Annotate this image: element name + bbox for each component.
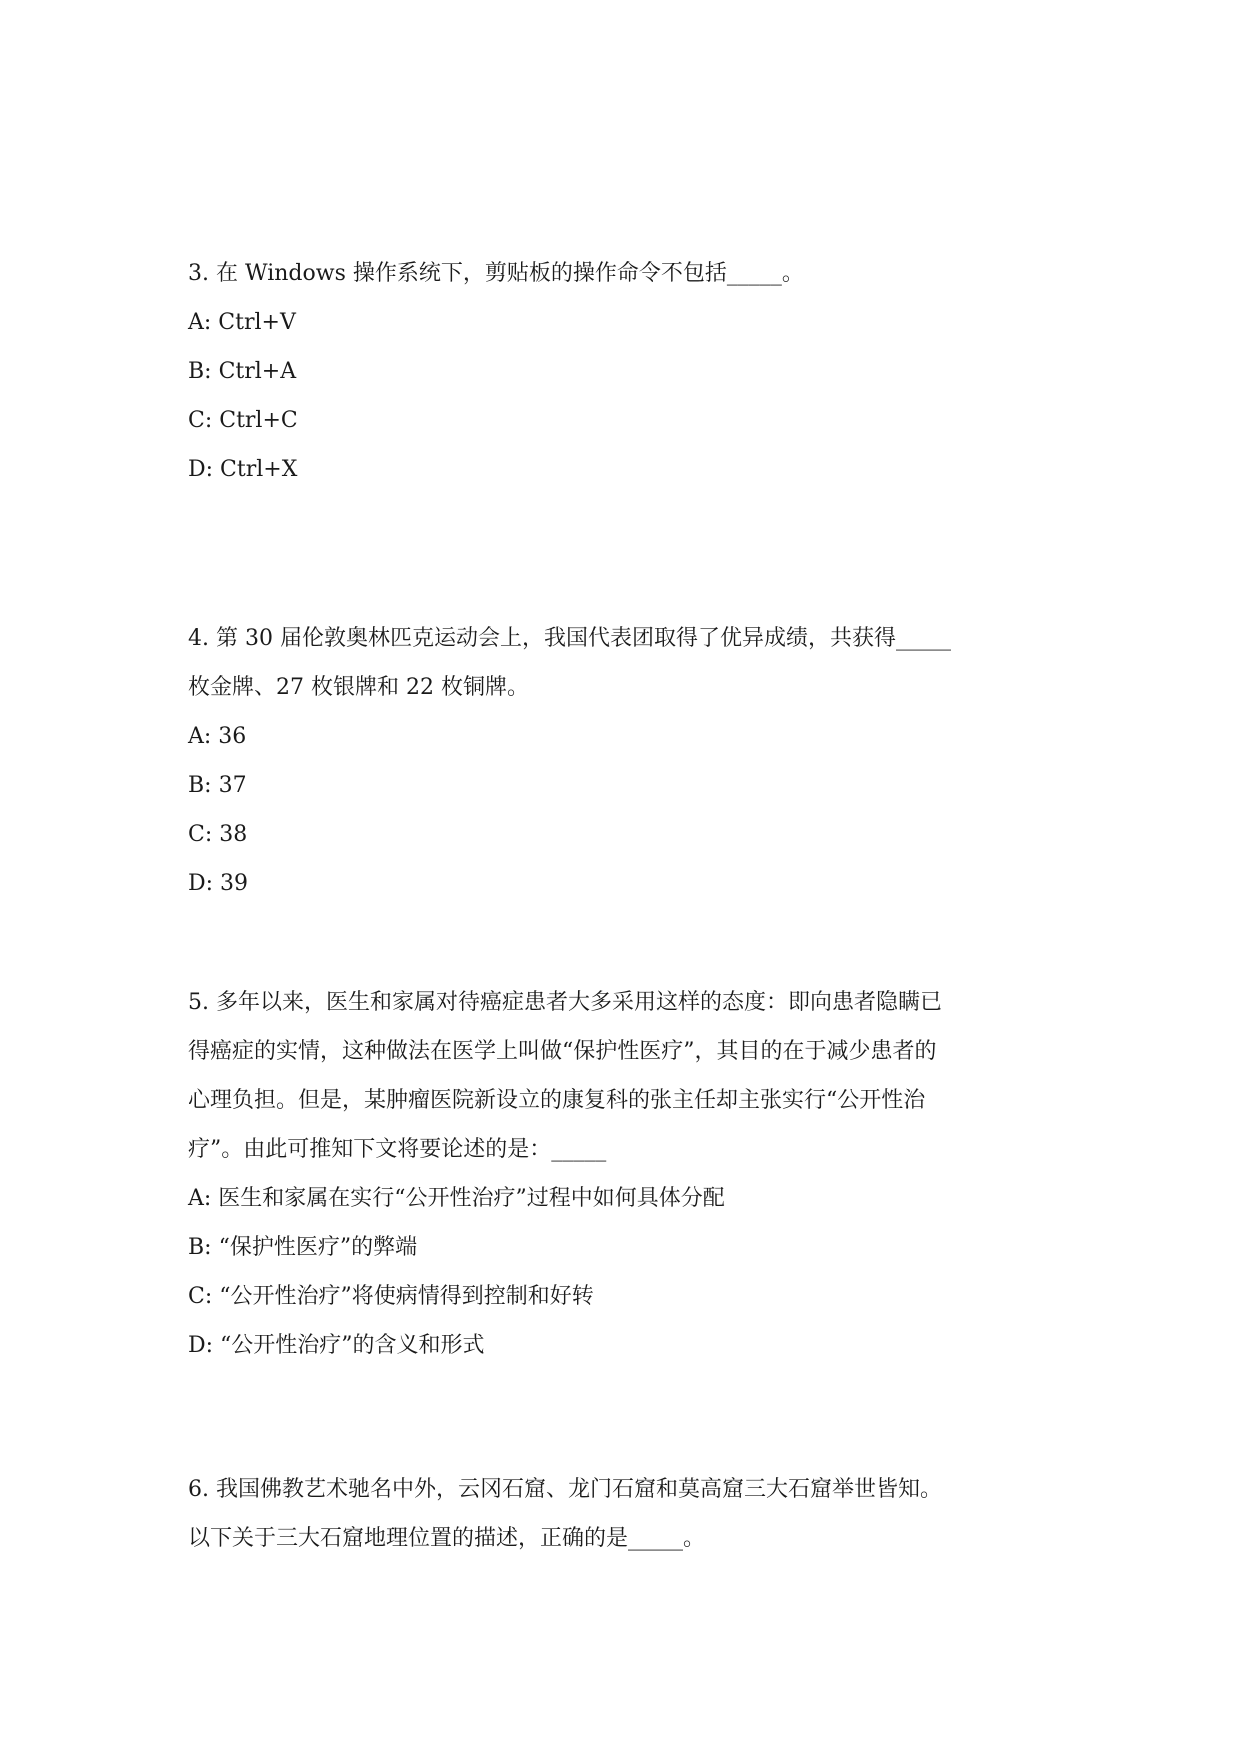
question-3-option-a: A: Ctrl+V — [188, 310, 296, 335]
question-6-line-2: 以下关于三大石窟地理位置的描述，正确的是_____。 — [188, 1526, 706, 1551]
question-3-option-c: C: Ctrl+C — [188, 408, 298, 433]
question-5 — [188, 978, 1058, 1370]
question-3-line-1: 3. 在 Windows 操作系统下，剪贴板的操作命令不包括_____。 — [188, 261, 804, 286]
question-4 — [188, 614, 1058, 908]
question-6-line-1: 6. 我国佛教艺术驰名中外，云冈石窟、龙门石窟和莫高窟三大石窟举世皆知。 — [188, 1477, 942, 1502]
question-4-option-a: A: 36 — [188, 724, 247, 749]
question-4-option-d: D: 39 — [188, 871, 249, 896]
question-4-line-2: 枚金牌、27 枚银牌和 22 枚铜牌。 — [188, 675, 529, 700]
question-4-option-b: B: 37 — [188, 773, 247, 798]
question-3 — [188, 249, 1058, 494]
question-5-option-a: A: 医生和家属在实行“公开性治疗”过程中如何具体分配 — [188, 1186, 725, 1211]
question-5-line-3: 心理负担。但是，某肿瘤医院新设立的康复科的张主任却主张实行“公开性治 — [188, 1088, 926, 1113]
question-5-option-c: C: “公开性治疗”将使病情得到控制和好转 — [188, 1284, 594, 1309]
question-5-line-2: 得癌症的实情，这种做法在医学上叫做“保护性医疗”，其目的在于减少患者的 — [188, 1039, 937, 1064]
question-5-option-b: B: “保护性医疗”的弊端 — [188, 1235, 418, 1260]
question-3-option-b: B: Ctrl+A — [188, 359, 297, 384]
question-4-line-1: 4. 第 30 届伦敦奥林匹克运动会上，我国代表团取得了优异成绩，共获得_____ — [188, 626, 951, 651]
question-6 — [188, 1465, 1058, 1563]
question-4-option-c: C: 38 — [188, 822, 248, 847]
question-5-line-1: 5. 多年以来，医生和家属对待癌症患者大多采用这样的态度：即向患者隐瞒已 — [188, 990, 942, 1015]
question-5-line-4: 疗”。由此可推知下文将要论述的是：_____ — [188, 1137, 607, 1162]
question-5-option-d: D: “公开性治疗”的含义和形式 — [188, 1333, 485, 1358]
question-3-option-d: D: Ctrl+X — [188, 457, 298, 482]
